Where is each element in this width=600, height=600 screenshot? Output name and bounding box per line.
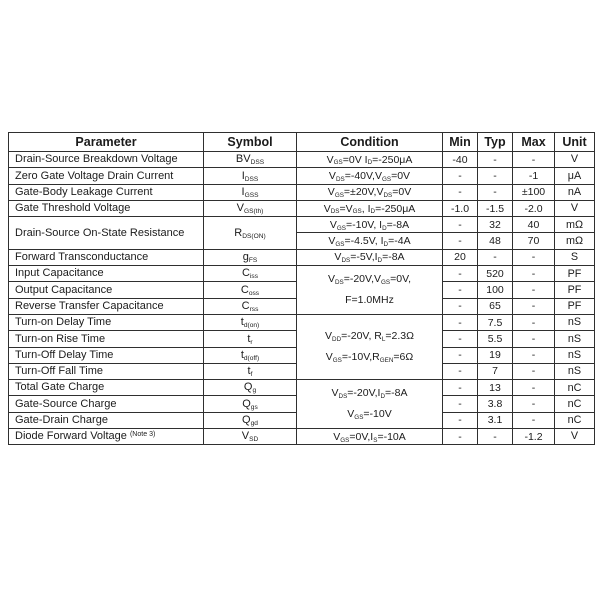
min-cell: - xyxy=(443,168,478,184)
parameter-cell: Drain-Source On-State Resistance xyxy=(9,217,204,250)
unit-cell: nS xyxy=(555,363,595,379)
parameter-cell: Turn-Off Delay Time xyxy=(9,347,204,363)
parameter-cell: Output Capacitance xyxy=(9,282,204,298)
parameter-cell: Gate-Body Leakage Current xyxy=(9,184,204,200)
symbol-cell: $BV_{DSS}$ xyxy=(204,152,297,168)
typ-cell: - xyxy=(478,184,513,200)
column-header-symbol: Symbol xyxy=(204,133,297,152)
typ-cell: 3.8 xyxy=(478,396,513,412)
column-header-unit: Unit xyxy=(555,133,595,152)
condition-cell: $V_{DS}=V_{GS}$, $I_D=-250\mu A$ xyxy=(297,200,443,216)
min-cell: - xyxy=(443,429,478,445)
typ-cell: 13 xyxy=(478,380,513,396)
symbol-cell: $Q_{gs}$ xyxy=(204,396,297,412)
condition-cell: $V_{DS}=-40V,V_{GS}=0V$ xyxy=(297,168,443,184)
unit-cell: mΩ xyxy=(555,233,595,249)
typ-cell: 19 xyxy=(478,347,513,363)
parameter-cell: Gate-Drain Charge xyxy=(9,412,204,428)
symbol-cell: $I_{DSS}$ xyxy=(204,168,297,184)
table-header-row xyxy=(9,133,595,152)
parameter-cell: Diode Forward Voltage $^{(Note 3)}$ xyxy=(9,429,204,445)
min-cell: - xyxy=(443,233,478,249)
parameter-cell: Input Capacitance xyxy=(9,266,204,282)
min-cell: - xyxy=(443,282,478,298)
electrical-characteristics-table xyxy=(8,132,595,445)
max-cell: - xyxy=(513,152,555,168)
min-cell: - xyxy=(443,363,478,379)
unit-cell: S xyxy=(555,249,595,265)
condition-cell: $V_{GS}=0V$ $I_D=-250\mu A$ xyxy=(297,152,443,168)
max-cell: - xyxy=(513,331,555,347)
condition-cell: $V_{GS}=0V,I_S=-10A$ xyxy=(297,429,443,445)
symbol-cell: $V_{SD}$ xyxy=(204,429,297,445)
parameter-cell: Gate-Source Charge xyxy=(9,396,204,412)
max-cell: -2.0 xyxy=(513,200,555,216)
unit-cell: mΩ xyxy=(555,217,595,233)
min-cell: - xyxy=(443,380,478,396)
typ-cell: - xyxy=(478,152,513,168)
table-row xyxy=(9,266,595,282)
symbol-cell: $g_{FS}$ xyxy=(204,249,297,265)
min-cell: - xyxy=(443,298,478,314)
parameter-cell: Drain-Source Breakdown Voltage xyxy=(9,152,204,168)
parameter-cell: Zero Gate Voltage Drain Current xyxy=(9,168,204,184)
unit-cell: nC xyxy=(555,396,595,412)
symbol-cell: $Q_g$ xyxy=(204,380,297,396)
symbol-cell: $t_{d(off)}$ xyxy=(204,347,297,363)
unit-cell: nS xyxy=(555,331,595,347)
symbol-cell: $t_r$ xyxy=(204,331,297,347)
typ-cell: 100 xyxy=(478,282,513,298)
table-row xyxy=(9,152,595,168)
max-cell: - xyxy=(513,282,555,298)
symbol-cell: $C_{iss}$ xyxy=(204,266,297,282)
table-row xyxy=(9,314,595,330)
symbol-cell: $t_f$ xyxy=(204,363,297,379)
max-cell: 40 xyxy=(513,217,555,233)
parameter-cell: Total Gate Charge xyxy=(9,380,204,396)
parameter-cell: Forward Transconductance xyxy=(9,249,204,265)
typ-cell: 48 xyxy=(478,233,513,249)
column-header-max: Max xyxy=(513,133,555,152)
min-cell: - xyxy=(443,266,478,282)
max-cell: - xyxy=(513,314,555,330)
unit-cell: nA xyxy=(555,184,595,200)
condition-cell: $V_{GS}=-10V$, $I_D=-8A$ xyxy=(297,217,443,233)
column-header-parameter: Parameter xyxy=(9,133,204,152)
parameter-cell: Turn-Off Fall Time xyxy=(9,363,204,379)
max-cell: - xyxy=(513,380,555,396)
max-cell: - xyxy=(513,396,555,412)
max-cell: - xyxy=(513,412,555,428)
symbol-cell: $Q_{gd}$ xyxy=(204,412,297,428)
symbol-cell: $R_{DS(ON)}$ xyxy=(204,217,297,250)
typ-cell: -1.5 xyxy=(478,200,513,216)
unit-cell: PF xyxy=(555,266,595,282)
typ-cell: 5.5 xyxy=(478,331,513,347)
min-cell: - xyxy=(443,331,478,347)
unit-cell: nC xyxy=(555,380,595,396)
max-cell: - xyxy=(513,249,555,265)
unit-cell: nS xyxy=(555,347,595,363)
unit-cell: V xyxy=(555,152,595,168)
typ-cell: 7.5 xyxy=(478,314,513,330)
symbol-cell: $I_{GSS}$ xyxy=(204,184,297,200)
parameter-cell: Gate Threshold Voltage xyxy=(9,200,204,216)
unit-cell: PF xyxy=(555,282,595,298)
min-cell: - xyxy=(443,347,478,363)
typ-cell: 520 xyxy=(478,266,513,282)
condition-cell: $V_{DD}=-20V$, $R_L=2.3\Omega$ $V_{GS}=-10V,R_{GEN}=6\Omega$ xyxy=(297,314,443,379)
condition-cell: $V_{GS}=\pm 20V,V_{DS}=0V$ xyxy=(297,184,443,200)
condition-cell: $V_{DS}=-20V,I_D=-8A$ $V_{GS}=-10V$ xyxy=(297,380,443,429)
min-cell: -40 xyxy=(443,152,478,168)
column-header-typ: Typ xyxy=(478,133,513,152)
parameter-cell: Turn-on Delay Time xyxy=(9,314,204,330)
typ-cell: - xyxy=(478,429,513,445)
max-cell: - xyxy=(513,363,555,379)
min-cell: - xyxy=(443,217,478,233)
condition-cell: $V_{DS}=-5V,I_D=-8A$ xyxy=(297,249,443,265)
max-cell: - xyxy=(513,266,555,282)
min-cell: -1.0 xyxy=(443,200,478,216)
min-cell: - xyxy=(443,184,478,200)
symbol-cell: $V_{GS(th)}$ xyxy=(204,200,297,216)
min-cell: - xyxy=(443,412,478,428)
unit-cell: PF xyxy=(555,298,595,314)
column-header-min: Min xyxy=(443,133,478,152)
max-cell: - xyxy=(513,298,555,314)
typ-cell: 32 xyxy=(478,217,513,233)
table-row xyxy=(9,249,595,265)
unit-cell: V xyxy=(555,429,595,445)
condition-cell: $V_{DS}=-20V,V_{GS}=0V$, F=1.0MHz xyxy=(297,266,443,315)
max-cell: -1 xyxy=(513,168,555,184)
table-body xyxy=(9,152,595,445)
min-cell: - xyxy=(443,396,478,412)
max-cell: ±100 xyxy=(513,184,555,200)
condition-cell: $V_{GS}=-4.5V$, $I_D=-4A$ xyxy=(297,233,443,249)
typ-cell: 65 xyxy=(478,298,513,314)
max-cell: - xyxy=(513,347,555,363)
typ-cell: - xyxy=(478,168,513,184)
unit-cell: nC xyxy=(555,412,595,428)
table-row xyxy=(9,168,595,184)
table-row xyxy=(9,217,595,233)
unit-cell: nS xyxy=(555,314,595,330)
min-cell: 20 xyxy=(443,249,478,265)
typ-cell: - xyxy=(478,249,513,265)
symbol-cell: $C_{rss}$ xyxy=(204,298,297,314)
typ-cell: 3.1 xyxy=(478,412,513,428)
table-row xyxy=(9,429,595,445)
typ-cell: 7 xyxy=(478,363,513,379)
table-row xyxy=(9,184,595,200)
column-header-condition: Condition xyxy=(297,133,443,152)
table-row xyxy=(9,380,595,396)
parameter-cell: Reverse Transfer Capacitance xyxy=(9,298,204,314)
unit-cell: μA xyxy=(555,168,595,184)
table-row xyxy=(9,200,595,216)
unit-cell: V xyxy=(555,200,595,216)
min-cell: - xyxy=(443,314,478,330)
max-cell: 70 xyxy=(513,233,555,249)
symbol-cell: $C_{oss}$ xyxy=(204,282,297,298)
symbol-cell: $t_{d(on)}$ xyxy=(204,314,297,330)
parameter-cell: Turn-on Rise Time xyxy=(9,331,204,347)
max-cell: -1.2 xyxy=(513,429,555,445)
